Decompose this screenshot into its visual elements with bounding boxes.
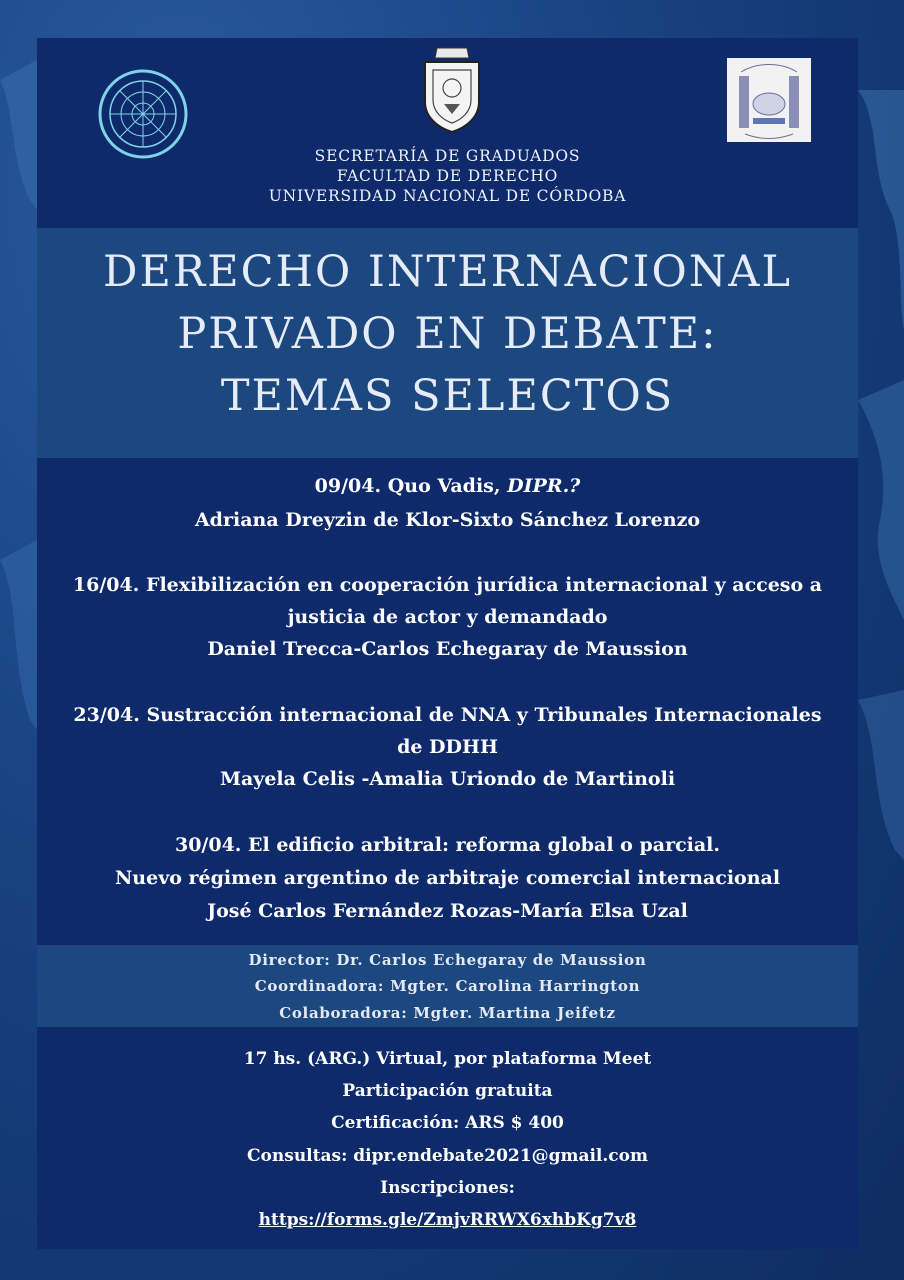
institution-line-2: FACULTAD DE DERECHO bbox=[336, 167, 559, 185]
session-4-speakers: José Carlos Fernández Rozas-María Elsa Uzal bbox=[207, 900, 688, 922]
session-1-topic-italic: DIPR.? bbox=[507, 475, 581, 497]
session-1-speakers: Adriana Dreyzin de Klor-Sixto Sánchez Lorenzo bbox=[194, 509, 701, 531]
session-4-topic-line-1: 30/04. El edificio arbitral: reforma global o parcial. bbox=[174, 834, 721, 856]
registration-label: Inscripciones: bbox=[380, 1178, 515, 1198]
session-1-topic-text: 09/04. Quo Vadis, bbox=[314, 475, 508, 497]
staff-band bbox=[37, 945, 858, 1027]
title-line-1: DERECHO INTERNACIONAL bbox=[102, 247, 793, 297]
time-platform-line: 17 hs. (ARG.) Virtual, por plataforma Meet bbox=[243, 1049, 652, 1069]
institute-seal-icon bbox=[727, 58, 811, 142]
contact-line: Consultas: dipr.endebate2021@gmail.com bbox=[247, 1146, 648, 1166]
registration-link-row bbox=[37, 1204, 858, 1236]
collaborator-line: Colaboradora: Mgter. Martina Jeifetz bbox=[279, 1004, 616, 1022]
session-3-speakers: Mayela Celis -Amalia Uriondo de Martinoli bbox=[219, 768, 676, 790]
registration-link[interactable]: https://forms.gle/ZmjvRRWX6xhbKg7v8 bbox=[258, 1210, 637, 1230]
title-line-3: TEMAS SELECTOS bbox=[220, 371, 675, 421]
cost-line: Participación gratuita bbox=[342, 1081, 553, 1101]
title-band bbox=[37, 228, 858, 458]
session-3-topic-line-2: de DDHH bbox=[397, 736, 498, 758]
title-line-2: PRIVADO EN DEBATE: bbox=[177, 309, 718, 359]
session-1-topic bbox=[37, 469, 858, 503]
session-3-topic-line-1: 23/04. Sustracción internacional de NNA y Tribunales Internacionales bbox=[73, 704, 822, 726]
institution-line-3: UNIVERSIDAD NACIONAL DE CÓRDOBA bbox=[268, 187, 627, 205]
institute-logo bbox=[727, 58, 811, 142]
coordinator-line: Coordinadora: Mgter. Carolina Harrington bbox=[254, 977, 641, 995]
session-2-topic-line-1: 16/04. Flexibilización en cooperación jurídica internacional y acceso a bbox=[72, 574, 823, 596]
session-2-speakers: Daniel Trecca-Carlos Echegaray de Maussion bbox=[207, 638, 688, 660]
university-crest-icon bbox=[417, 44, 487, 136]
poster-panel bbox=[37, 38, 858, 1249]
director-line: Director: Dr. Carlos Echegaray de Maussion bbox=[248, 951, 647, 969]
institution-line-1: SECRETARÍA DE GRADUADOS bbox=[314, 147, 581, 165]
certification-line: Certificación: ARS $ 400 bbox=[331, 1113, 564, 1133]
session-4-topic-line-2: Nuevo régimen argentino de arbitraje comercial internacional bbox=[114, 867, 781, 889]
session-2-topic-line-2: justicia de actor y demandado bbox=[287, 606, 608, 628]
